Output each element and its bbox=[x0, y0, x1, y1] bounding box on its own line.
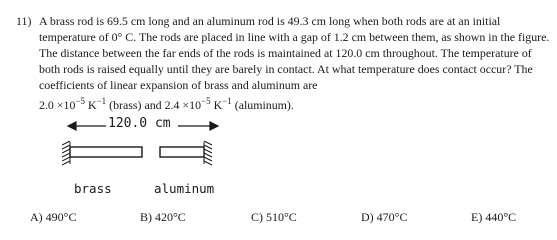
unit-exponent-2: −1 bbox=[222, 95, 232, 106]
choice-letter: E) bbox=[471, 210, 483, 224]
aluminum-rod bbox=[160, 147, 204, 157]
choice-d[interactable] bbox=[361, 210, 407, 225]
choice-value: 440°C bbox=[485, 210, 517, 224]
question-number: 11) bbox=[16, 14, 32, 28]
choice-value: 470°C bbox=[376, 210, 408, 224]
choice-letter: D) bbox=[361, 210, 374, 224]
unit-kelvin-2: K bbox=[210, 97, 223, 112]
choice-value: 490°C bbox=[45, 210, 77, 224]
brass-coefficient: 2.0 ×10 bbox=[39, 97, 76, 112]
choice-letter: B) bbox=[140, 210, 152, 224]
aluminum-label: aluminum bbox=[154, 181, 215, 196]
choice-a[interactable] bbox=[30, 210, 76, 225]
aluminum-tail: (aluminum). bbox=[231, 97, 294, 112]
question-body: A brass rod is 69.5 cm long and an aluminum rod is 49.3 cm long when both rods are at an initial temperature of 0° C. The rods are placed in line with a gap of 1.2 cm between them, as shown in the figure. The distance between the far ends of the rods is maintained at 120.0 cm throughout. The temperature of both rods is raised equally until they are barely in contact. At what temperature does contact occur? The coefficients of linear expansion of brass and aluminum are bbox=[39, 14, 550, 92]
question-text bbox=[39, 14, 551, 113]
choice-b[interactable] bbox=[140, 210, 186, 225]
brass-exponent: −5 bbox=[75, 95, 86, 106]
unit-kelvin-1: K bbox=[85, 97, 97, 112]
choice-c[interactable] bbox=[251, 210, 297, 225]
right-wall bbox=[204, 141, 212, 165]
brass-rod bbox=[70, 147, 142, 157]
choice-letter: A) bbox=[30, 210, 43, 224]
choice-e[interactable] bbox=[471, 210, 516, 225]
left-wall bbox=[62, 141, 70, 165]
unit-exponent-1: −1 bbox=[96, 95, 107, 106]
choice-value: 510°C bbox=[266, 210, 297, 224]
choice-value: 420°C bbox=[155, 210, 186, 224]
aluminum-exponent: −5 bbox=[201, 95, 211, 106]
question-block bbox=[16, 14, 551, 113]
distance-label: 120.0 cm bbox=[108, 116, 171, 131]
brass-label: brass bbox=[74, 181, 112, 196]
brass-tail: (brass) and 2.4 ×10 bbox=[106, 97, 202, 112]
choice-letter: C) bbox=[251, 210, 263, 224]
